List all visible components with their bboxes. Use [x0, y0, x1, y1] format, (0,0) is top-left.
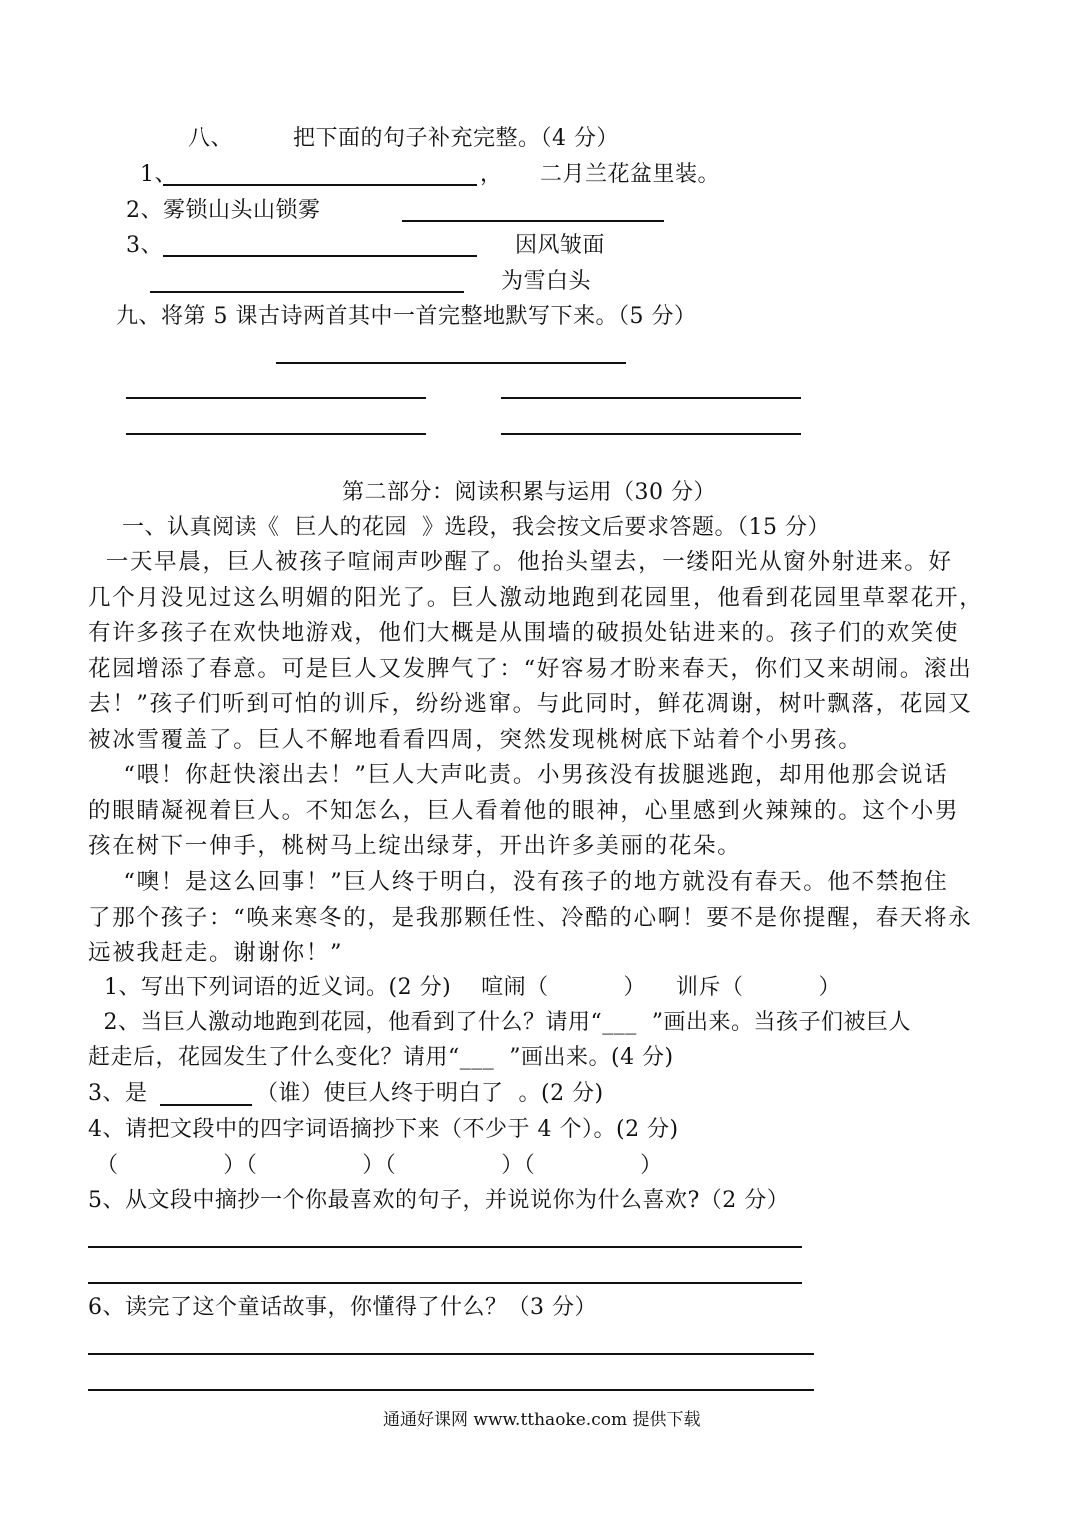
poem-line-blank-4[interactable] — [501, 433, 801, 435]
question-3-suffix: （谁）使巨人终于明白了 。(2 分) — [256, 1081, 604, 1106]
poem-line-blank-2[interactable] — [501, 397, 801, 399]
passage-line: 几个月没见过这么明媚的阳光了。巨人激动地跑到花园里，他看到花园里草翠花开， — [88, 584, 984, 611]
passage-line: 去！”孩子们听到可怕的训斥，纷纷逃窜。与此同时，鲜花凋谢，树叶飘落，花园又 — [88, 691, 973, 717]
section8-item2-text: 2、雾锁山头山锁雾 — [126, 198, 321, 223]
part2-title: 第二部分：阅读积累与运用（30 分） — [342, 480, 716, 505]
section8-item1-number: 1、 — [140, 162, 177, 187]
passage-line: “噢！是这么回事！”巨人终于明白，没有孩子的地方就没有春天。他不禁抱住 — [88, 869, 949, 895]
question-2-line-1: 2、当巨人激动地跑到花园，他看到了什么？请用“___ ”画出来。当孩子们被巨人 — [96, 1010, 911, 1035]
section8-item3-blank-1[interactable] — [163, 255, 477, 257]
passage-line: “喂！你赶快滚出去！”巨人大声叱责。小男孩没有拔腿逃跑，却用他那会说话 — [88, 762, 949, 788]
reading-question-title: 一、认真阅读《 巨人的花园 》选段，我会按文后要求答题。（15 分） — [122, 515, 830, 540]
poem-title-blank[interactable] — [276, 362, 626, 364]
question-3-blank[interactable] — [160, 1104, 252, 1106]
question-5-title: 5、从文段中摘抄一个你最喜欢的句子，并说说你为什么喜欢?（2 分） — [88, 1188, 790, 1213]
question-4-title: 4、请把文段中的四字词语摘抄下来（不少于 4 个）。(2 分) — [88, 1117, 679, 1142]
passage-line: 的眼睛凝视着巨人。不知怎么，巨人看着他的眼神，心里感到火辣辣的。这个小男 — [88, 797, 960, 824]
section8-title: 八、 把下面的句子补充完整。（4 分） — [188, 126, 619, 151]
passage-line: 被冰雪覆盖了。巨人不解地看看四周，突然发现桃树底下站着个小男孩。 — [88, 726, 863, 753]
passage-line: 一天早晨，巨人被孩子喧闹声吵醒了。他抬头望去，一缕阳光从窗外射进来。好 — [88, 549, 953, 575]
question-6-answer-line-2[interactable] — [88, 1389, 814, 1391]
question-3-prefix: 3、是 — [88, 1081, 148, 1106]
passage-line: 有许多孩子在欢快地游戏，他们大概是从围墙的破损处钻进来的。孩子们的欢笑使 — [88, 620, 960, 646]
passage-line: 了那个孩子：“唤来寒冬的，是我那颗任性、冷酷的心啊！要不是你提醒，春天将永 — [88, 904, 973, 931]
section8-item2-blank[interactable] — [402, 220, 664, 222]
section9-title: 九、将第 5 课古诗两首其中一首完整地默写下来。（5 分） — [116, 304, 697, 329]
question-4-answer-brackets[interactable]: （ ）（ ）（ ）（ ） — [96, 1153, 663, 1178]
poem-line-blank-1[interactable] — [126, 397, 426, 399]
passage-line: 花园增添了春意。可是巨人又发脾气了：“好容易才盼来春天，你们又来胡闹。滚出 — [88, 655, 973, 682]
footer-source: 通通好课网 www.tthaoke.com 提供下载 — [383, 1410, 701, 1430]
question-5-answer-line-1[interactable] — [88, 1246, 802, 1248]
passage-paragraph-2 — [88, 758, 1000, 865]
question-1-synonyms: 1、写出下列词语的近义词。(2 分) 喧闹（ ） 训斥（ ） — [104, 975, 841, 1000]
question-6-answer-line-1[interactable] — [88, 1353, 814, 1355]
passage-line: 远被我赶走。谢谢你！” — [88, 940, 344, 966]
section8-item1-text: ， 二月兰花盆里装。 — [480, 162, 720, 187]
passage-paragraph-3 — [88, 865, 1000, 972]
question-2-line-2: 赶走后，花园发生了什么变化？请用“___ ”画出来。(4 分) — [88, 1045, 674, 1070]
passage-paragraph-1 — [88, 545, 1000, 758]
passage-line: 孩在树下一伸手，桃树马上绽出绿芽，开出许多美丽的花朵。 — [88, 833, 742, 859]
section8-item3-text-2: 为雪白头 — [501, 269, 592, 294]
section8-item3-text-1: 因风皱面 — [515, 233, 606, 258]
poem-line-blank-3[interactable] — [126, 433, 426, 435]
section8-item1-blank[interactable] — [163, 184, 477, 186]
question-6-title: 6、读完了这个童话故事，你懂得了什么？（3 分） — [88, 1295, 597, 1320]
section8-item3-number: 3、 — [126, 233, 163, 258]
question-5-answer-line-2[interactable] — [88, 1282, 802, 1284]
section8-item3-blank-2[interactable] — [150, 291, 464, 293]
